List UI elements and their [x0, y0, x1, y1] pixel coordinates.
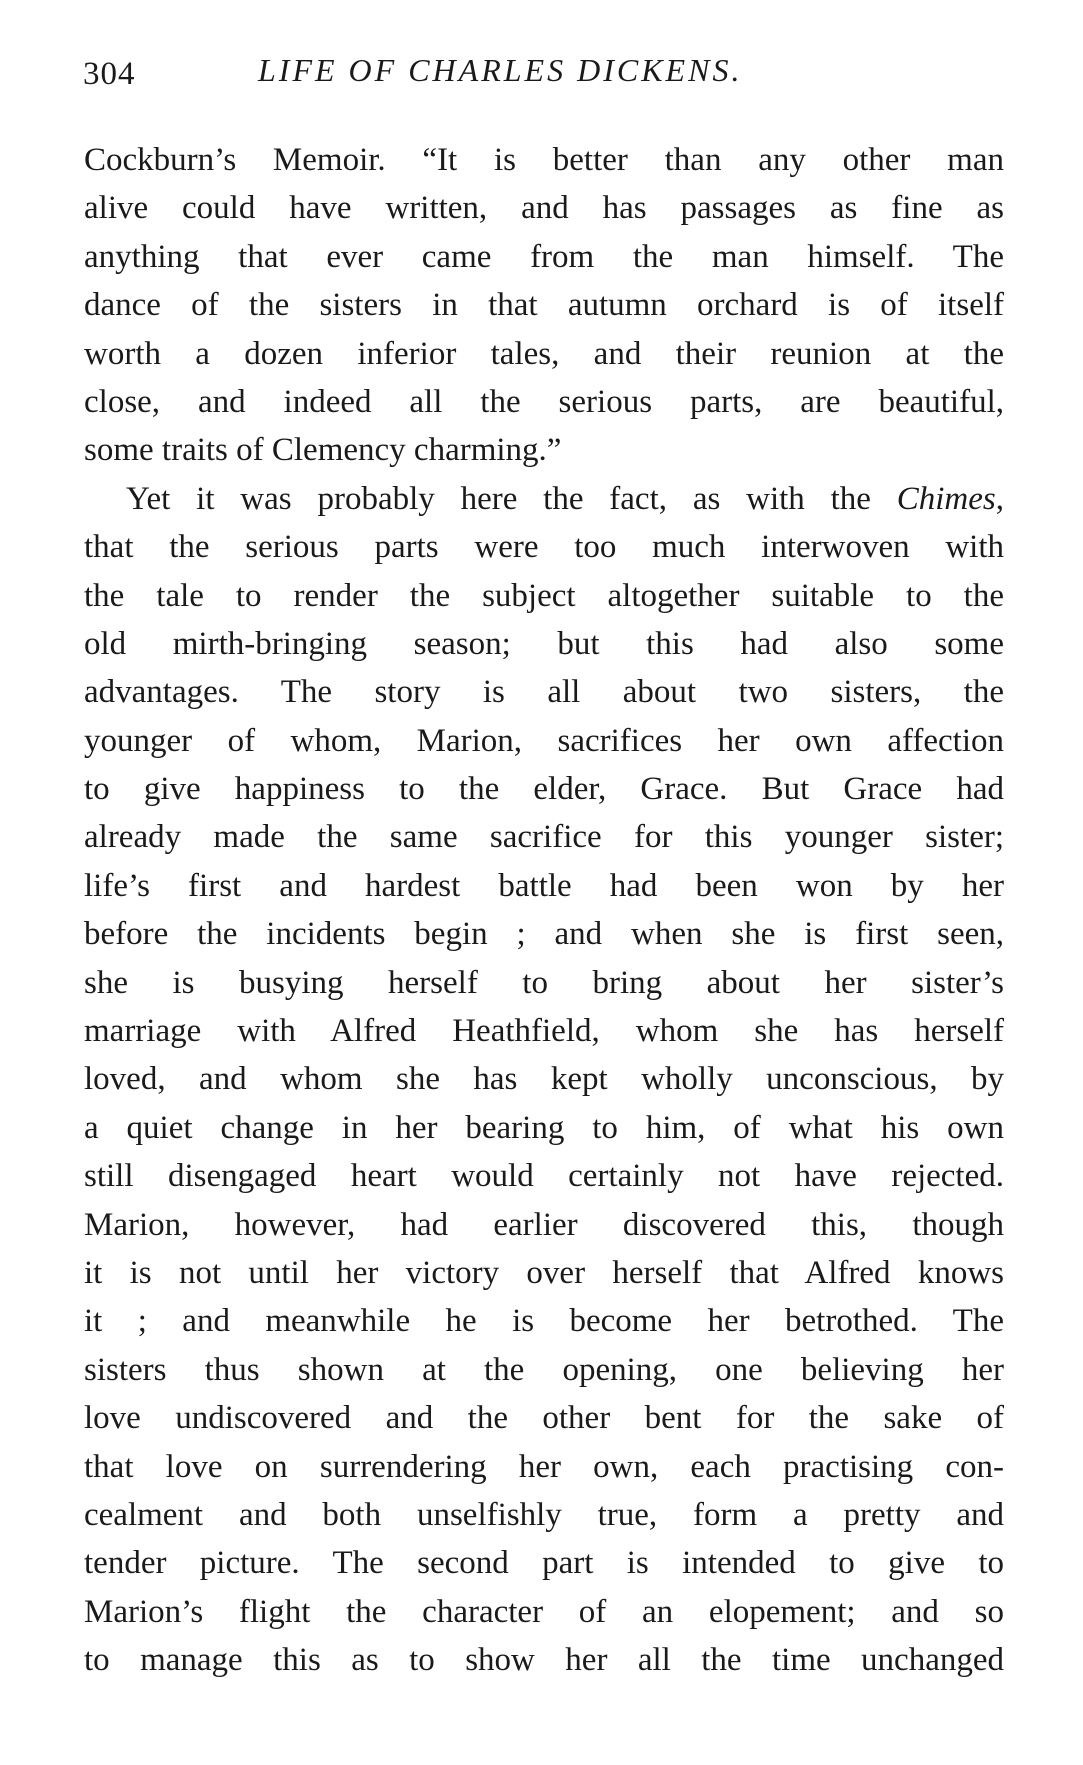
- text-line: to give happiness to the elder, Grace. But Grace had: [84, 771, 1004, 808]
- text-line: marriage with Alfred Heathfield, whom she has herself: [84, 1013, 1004, 1050]
- italic-title: Chimes: [896, 480, 996, 517]
- text-line: still disengaged heart would certainly not have rejected.: [84, 1158, 1004, 1195]
- text-line: that the serious parts were too much interwoven with: [84, 529, 1004, 566]
- text-line: worth a dozen inferior tales, and their reunion at the: [84, 335, 1004, 372]
- paragraph-start-line: [84, 475, 1004, 523]
- text-line: life’s first and hardest battle had been won by her: [84, 867, 1004, 904]
- page-header: [83, 52, 1003, 96]
- text-line: it ; and meanwhile he is become her betrothed. The: [84, 1303, 1004, 1340]
- text-line: dance of the sisters in that autumn orchard is of itself: [84, 287, 1004, 324]
- running-title: LIFE OF CHARLES DICKENS.: [258, 52, 743, 88]
- text-line: sisters thus shown at the opening, one believing her: [84, 1351, 1004, 1388]
- text-line: the tale to render the subject altogether suitable to the: [84, 577, 1004, 614]
- paragraph-end-line: some traits of Clemency charming.”: [84, 432, 562, 469]
- text-line: love undiscovered and the other bent for the sake of: [84, 1400, 1004, 1437]
- text-line: old mirth-bringing season; but this had also some: [84, 625, 1004, 662]
- text-line: Marion, however, had earlier discovered this, though: [84, 1206, 1004, 1243]
- body-text: [84, 136, 1004, 1685]
- text-line: before the incidents begin ; and when she is first seen,: [84, 916, 1004, 953]
- text-segment: Yet it was probably here the fact, as with the: [126, 480, 897, 517]
- text-line: she is busying herself to bring about her sister’s: [84, 964, 1004, 1001]
- text-line: to manage this as to show her all the time unchanged: [84, 1642, 1004, 1679]
- text-line: that love on surrendering her own, each practising con-: [84, 1448, 1004, 1485]
- text-line: alive could have written, and has passages as fine as: [84, 190, 1004, 227]
- text-line: Cockburn’s Memoir. “It is better than any other man: [84, 142, 1004, 178]
- text-line: tender picture. The second part is intended to give to: [84, 1545, 1004, 1582]
- text-line: already made the same sacrifice for this younger sister;: [84, 819, 1004, 856]
- text-line: cealment and both unselfishly true, form a pretty and: [84, 1496, 1004, 1533]
- text-line: loved, and whom she has kept wholly unconscious, by: [84, 1061, 1004, 1098]
- text-line: Marion’s flight the character of an elopement; and so: [84, 1593, 1004, 1630]
- page-number: 304: [83, 56, 136, 92]
- text-line: anything that ever came from the man himself. The: [84, 238, 1004, 275]
- text-line: advantages. The story is all about two sisters, the: [84, 674, 1004, 711]
- text-line: close, and indeed all the serious parts, are beautiful,: [84, 383, 1004, 420]
- text-line: it is not until her victory over herself that Alfred knows: [84, 1254, 1004, 1291]
- text-segment: ,: [995, 480, 1004, 517]
- text-line: younger of whom, Marion, sacrifices her own affection: [84, 722, 1004, 759]
- text-line: a quiet change in her bearing to him, of what his own: [84, 1109, 1004, 1146]
